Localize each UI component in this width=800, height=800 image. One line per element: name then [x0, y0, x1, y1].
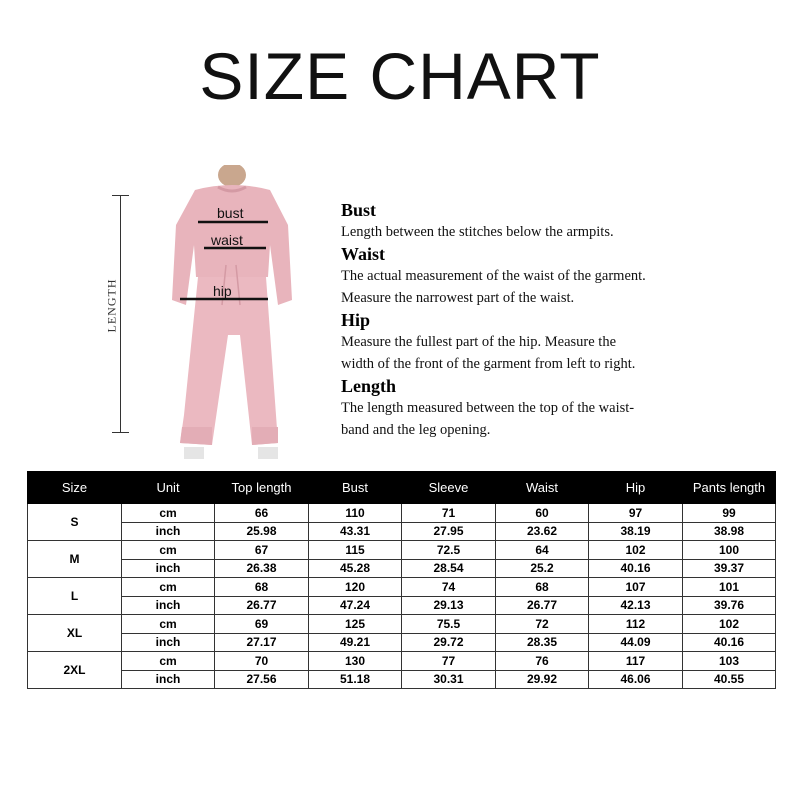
measurement-cell: 75.5	[402, 615, 496, 634]
unit-cell: inch	[122, 670, 215, 689]
measurement-cell: 77	[402, 652, 496, 671]
measurement-cell: 25.98	[215, 522, 309, 541]
measurement-cell: 26.38	[215, 559, 309, 578]
unit-cell: cm	[122, 504, 215, 523]
table-row	[28, 596, 776, 615]
column-header-unit: Unit	[122, 472, 215, 504]
measurement-cell: 97	[589, 504, 683, 523]
measurement-cell: 27.95	[402, 522, 496, 541]
unit-cell: inch	[122, 559, 215, 578]
measurement-cell: 23.62	[496, 522, 589, 541]
size-cell: 2XL	[28, 652, 122, 689]
unit-cell: cm	[122, 541, 215, 560]
page-title: SIZE CHART	[199, 39, 601, 113]
length-label: LENGTH	[104, 278, 119, 333]
definition-heading: Bust	[341, 200, 377, 220]
measurement-cell: 69	[215, 615, 309, 634]
definition-heading: Waist	[341, 244, 386, 264]
measurement-cell: 72.5	[402, 541, 496, 560]
measurement-cell: 29.72	[402, 633, 496, 652]
unit-cell: inch	[122, 522, 215, 541]
table-row	[28, 633, 776, 652]
definition-text: Measure the fullest part of the hip. Measure the	[341, 334, 617, 350]
definition-length	[341, 375, 761, 441]
column-header-hip: Hip	[589, 472, 683, 504]
column-header-sleeve: Sleeve	[402, 472, 496, 504]
measurement-cell: 110	[309, 504, 402, 523]
unit-cell: inch	[122, 633, 215, 652]
measurement-cell: 25.2	[496, 559, 589, 578]
definition-text: Measure the narrowest part of the waist.	[341, 290, 575, 306]
measurement-cell: 74	[402, 578, 496, 597]
tracksuit-figure	[100, 165, 300, 465]
definition-bust	[341, 199, 761, 243]
table-header-row	[28, 472, 776, 504]
measurement-cell: 68	[215, 578, 309, 597]
waist-marker-label: waist	[211, 232, 243, 248]
table-row	[28, 578, 776, 597]
measurement-cell: 26.77	[496, 596, 589, 615]
measurement-cell: 71	[402, 504, 496, 523]
measurement-cell: 38.19	[589, 522, 683, 541]
size-cell: L	[28, 578, 122, 615]
definition-hip	[341, 309, 761, 375]
hip-marker-label: hip	[213, 283, 232, 299]
unit-cell: cm	[122, 615, 215, 634]
measurement-cell: 42.13	[589, 596, 683, 615]
measurement-cell: 29.92	[496, 670, 589, 689]
measurement-cell: 102	[683, 615, 776, 634]
measurement-cell: 47.24	[309, 596, 402, 615]
measurement-cell: 39.37	[683, 559, 776, 578]
measurement-cell: 107	[589, 578, 683, 597]
measurement-cell: 70	[215, 652, 309, 671]
size-cell: M	[28, 541, 122, 578]
column-header-bust: Bust	[309, 472, 402, 504]
table-row	[28, 652, 776, 671]
measurement-cell: 120	[309, 578, 402, 597]
measurement-cell: 39.76	[683, 596, 776, 615]
measurement-cell: 99	[683, 504, 776, 523]
definition-text: Length between the stitches below the armpits.	[341, 224, 614, 240]
definition-heading: Length	[341, 376, 397, 396]
unit-cell: inch	[122, 596, 215, 615]
measurement-definitions	[341, 199, 761, 441]
measurement-cell: 40.16	[683, 633, 776, 652]
measurement-cell: 112	[589, 615, 683, 634]
measurement-cell: 66	[215, 504, 309, 523]
table-row	[28, 504, 776, 523]
measurement-cell: 46.06	[589, 670, 683, 689]
measurement-cell: 100	[683, 541, 776, 560]
definition-waist	[341, 243, 761, 309]
measurement-cell: 29.13	[402, 596, 496, 615]
measurement-cell: 26.77	[215, 596, 309, 615]
measurement-cell: 49.21	[309, 633, 402, 652]
measurement-cell: 28.35	[496, 633, 589, 652]
table-row	[28, 559, 776, 578]
size-cell: XL	[28, 615, 122, 652]
garment-illustration	[100, 165, 300, 465]
measurement-cell: 101	[683, 578, 776, 597]
measurement-cell: 43.31	[309, 522, 402, 541]
measurement-cell: 40.55	[683, 670, 776, 689]
definition-text: band and the leg opening.	[341, 422, 491, 438]
unit-cell: cm	[122, 578, 215, 597]
unit-cell: cm	[122, 652, 215, 671]
measurement-cell: 130	[309, 652, 402, 671]
measurement-cell: 64	[496, 541, 589, 560]
table-row	[28, 670, 776, 689]
measurement-cell: 40.16	[589, 559, 683, 578]
size-table-body	[28, 504, 776, 689]
table-row	[28, 615, 776, 634]
bust-marker-label: bust	[217, 205, 244, 221]
table-row	[28, 541, 776, 560]
measurement-cell: 68	[496, 578, 589, 597]
measurement-cell: 30.31	[402, 670, 496, 689]
measurement-cell: 27.17	[215, 633, 309, 652]
measurement-cell: 72	[496, 615, 589, 634]
measurement-cell: 102	[589, 541, 683, 560]
column-header-pants-length: Pants length	[683, 472, 776, 504]
measurement-cell: 103	[683, 652, 776, 671]
size-cell: S	[28, 504, 122, 541]
measurement-cell: 27.56	[215, 670, 309, 689]
definition-text: The actual measurement of the waist of the garment.	[341, 268, 646, 284]
column-header-size: Size	[28, 472, 122, 504]
measurement-cell: 45.28	[309, 559, 402, 578]
column-header-waist: Waist	[496, 472, 589, 504]
measurement-cell: 117	[589, 652, 683, 671]
measurement-cell: 125	[309, 615, 402, 634]
size-table	[27, 471, 776, 689]
definition-text: width of the front of the garment from left to right.	[341, 356, 636, 372]
definition-heading: Hip	[341, 310, 371, 330]
measurement-cell: 60	[496, 504, 589, 523]
measurement-cell: 51.18	[309, 670, 402, 689]
measurement-cell: 38.98	[683, 522, 776, 541]
measurement-cell: 115	[309, 541, 402, 560]
measurement-cell: 44.09	[589, 633, 683, 652]
definition-text: The length measured between the top of the waist-	[341, 400, 635, 416]
measurement-cell: 67	[215, 541, 309, 560]
measurement-cell: 28.54	[402, 559, 496, 578]
column-header-top-length: Top length	[215, 472, 309, 504]
measurement-cell: 76	[496, 652, 589, 671]
table-row	[28, 522, 776, 541]
